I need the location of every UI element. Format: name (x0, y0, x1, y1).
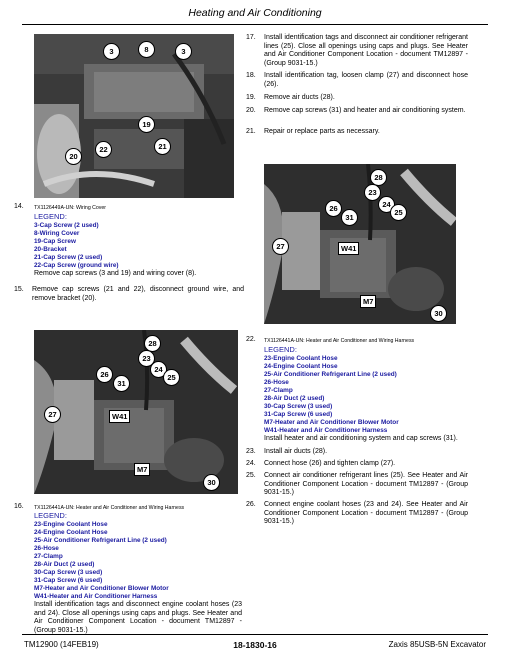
step-14-text: Remove cap screws (3 and 19) and wiring cover (8). (34, 270, 197, 277)
step-number: 16. (14, 503, 24, 510)
legend-item: W41-Heater and Air Conditioner Harness (34, 593, 158, 600)
legend-item: 22-Cap Screw (ground wire) (34, 262, 119, 269)
callout-24: 24 (150, 361, 167, 378)
callout-31: 31 (341, 209, 358, 226)
step-number: 24. (246, 460, 256, 467)
callout-27-right: 27 (272, 238, 289, 255)
figure-caption-hvac-left: TX1126441A-UN: Heater and Air Conditioner and Wiring Harness (34, 505, 185, 511)
step-text: Connect engine coolant hoses (23 and 24). See Heater and Air Conditioner Component Location - document TM12897 - (Group 9031-15.) (264, 501, 468, 526)
step-text: Install identification tag, loosen clamp (27) and disconnect hose (26). (264, 72, 468, 88)
tag-m7: M7 (360, 295, 376, 308)
hvac-right-photo (264, 164, 456, 324)
callout-23: 23 (364, 184, 381, 201)
callout-22: 22 (95, 141, 112, 158)
legend-item: 24-Engine Coolant Hose (34, 529, 108, 536)
step-number: 20. (246, 107, 256, 114)
legend-item: 24-Engine Coolant Hose (264, 363, 338, 370)
legend-item: 27-Clamp (34, 553, 63, 560)
legend-item: 21-Cap Screw (2 used) (34, 254, 103, 261)
callout-28: 28 (370, 169, 387, 186)
footer-page-number: 18-1830-16 (233, 640, 277, 650)
page-title: Heating and Air Conditioning (188, 7, 322, 19)
legend-item: 19-Cap Screw (34, 238, 76, 245)
figure-caption-hvac-right: TX1126441A-UN: Heater and Air Conditioner and Wiring Harness (264, 338, 415, 344)
step-text: Install identification tags and disconnect air conditioner refrigerant lines (25). Close all openings using caps and plugs. See Heater and Air Conditioner Component Location - document TM12897 - (Group 9031-15.) (264, 34, 468, 67)
step-number: 26. (246, 501, 256, 508)
step-19 (246, 94, 468, 104)
step-text: Connect hose (26) and tighten clamp (27). (264, 460, 396, 467)
legend-item: 27-Clamp (264, 387, 293, 394)
legend-item: 20-Bracket (34, 246, 67, 253)
tag-w41: W41 (338, 242, 359, 255)
step-26 (246, 501, 468, 527)
step-text: Install air ducts (28). (264, 448, 328, 455)
legend-item: 26-Hose (264, 379, 289, 386)
callout-30: 30 (430, 305, 447, 322)
step-number: 23. (246, 448, 256, 455)
step-number: 18. (246, 72, 256, 79)
step-number: 17. (246, 34, 256, 41)
callout-28: 28 (144, 335, 161, 352)
legend-title: LEGEND: (34, 212, 67, 221)
callout-30: 30 (203, 474, 220, 491)
step-20 (246, 107, 468, 125)
legend-item: M7-Heater and Air Conditioner Blower Motor (264, 419, 399, 426)
step-16-text: Install identification tags and disconnect engine coolant hoses (23 and 24). Close all openings using caps and plugs. See Heater and Air Conditioner Component Location - document TM12897 - (Group 9031-15.) (34, 601, 242, 634)
step-17 (246, 34, 468, 70)
callout-24: 24 (378, 196, 395, 213)
step-text: Remove cap screws (21 and 22), disconnect ground wire, and remove bracket (20). (32, 286, 244, 302)
step-23 (246, 448, 468, 458)
callout-3-right: 3 (175, 43, 192, 60)
legend-item: 31-Cap Screw (6 used) (264, 411, 333, 418)
callout-20: 20 (65, 148, 82, 165)
step-text: Remove air ducts (28). (264, 94, 335, 101)
legend-title: LEGEND: (264, 345, 297, 354)
tag-w41: W41 (109, 410, 130, 423)
tag-m7: M7 (134, 463, 150, 476)
callout-19: 19 (138, 116, 155, 133)
footer-rule (22, 634, 488, 635)
step-24 (246, 460, 468, 470)
legend-item: 30-Cap Screw (3 used) (264, 403, 333, 410)
legend-item: 23-Engine Coolant Hose (34, 521, 108, 528)
legend-item: 23-Engine Coolant Hose (264, 355, 338, 362)
callout-25: 25 (390, 204, 407, 221)
callout-26: 26 (325, 200, 342, 217)
legend-item: 26-Hose (34, 545, 59, 552)
legend-title: LEGEND: (34, 511, 67, 520)
step-22-text: Install heater and air conditioning system and cap screws (31). (264, 435, 458, 442)
wiring-cover-photo (34, 34, 234, 198)
figure-caption-wiring-cover: TX1126449A-UN: Wiring Cover (34, 205, 106, 211)
step-text: Repair or replace parts as necessary. (264, 128, 380, 135)
footer-doc-id: TM12900 (14FEB19) (24, 640, 99, 649)
legend-item: M7-Heater and Air Conditioner Blower Motor (34, 585, 169, 592)
legend-item: 28-Air Duct (2 used) (34, 561, 95, 568)
step-18 (246, 72, 468, 90)
header-rule (22, 24, 488, 25)
legend-item: 8-Wiring Cover (34, 230, 80, 237)
step-text: Connect air conditioner refrigerant lines (25). See Heater and Air Conditioner Component Location - document TM12897 - (Group 9031-15.) (264, 472, 468, 497)
callout-21: 21 (154, 138, 171, 155)
step-25 (246, 472, 468, 498)
callout-23: 23 (138, 350, 155, 367)
legend-item: 25-Air Conditioner Refrigerant Line (2 used) (264, 371, 397, 378)
step-number: 21. (246, 128, 256, 135)
callout-8: 8 (138, 41, 155, 58)
step-number: 19. (246, 94, 256, 101)
step-15 (14, 286, 244, 306)
legend-item: 30-Cap Screw (3 used) (34, 569, 103, 576)
callout-3-left: 3 (103, 43, 120, 60)
step-number: 14. (14, 203, 24, 210)
legend-item: 28-Air Duct (2 used) (264, 395, 325, 402)
step-number: 22. (246, 336, 256, 343)
callout-31: 31 (113, 375, 130, 392)
step-21 (246, 128, 468, 138)
hvac-left-photo (34, 330, 238, 494)
step-number: 25. (246, 472, 256, 479)
legend-item: 31-Cap Screw (6 used) (34, 577, 103, 584)
callout-27-left: 27 (44, 406, 61, 423)
legend-item: 3-Cap Screw (2 used) (34, 222, 99, 229)
callout-25: 25 (163, 369, 180, 386)
legend-item: 25-Air Conditioner Refrigerant Line (2 used) (34, 537, 167, 544)
step-number: 15. (14, 286, 24, 293)
callout-26: 26 (96, 366, 113, 383)
footer-model: Zaxis 85USB-5N Excavator (388, 640, 486, 649)
legend-item: W41-Heater and Air Conditioner Harness (264, 427, 388, 434)
step-text: Remove cap screws (31) and heater and air conditioning system. (264, 107, 466, 114)
